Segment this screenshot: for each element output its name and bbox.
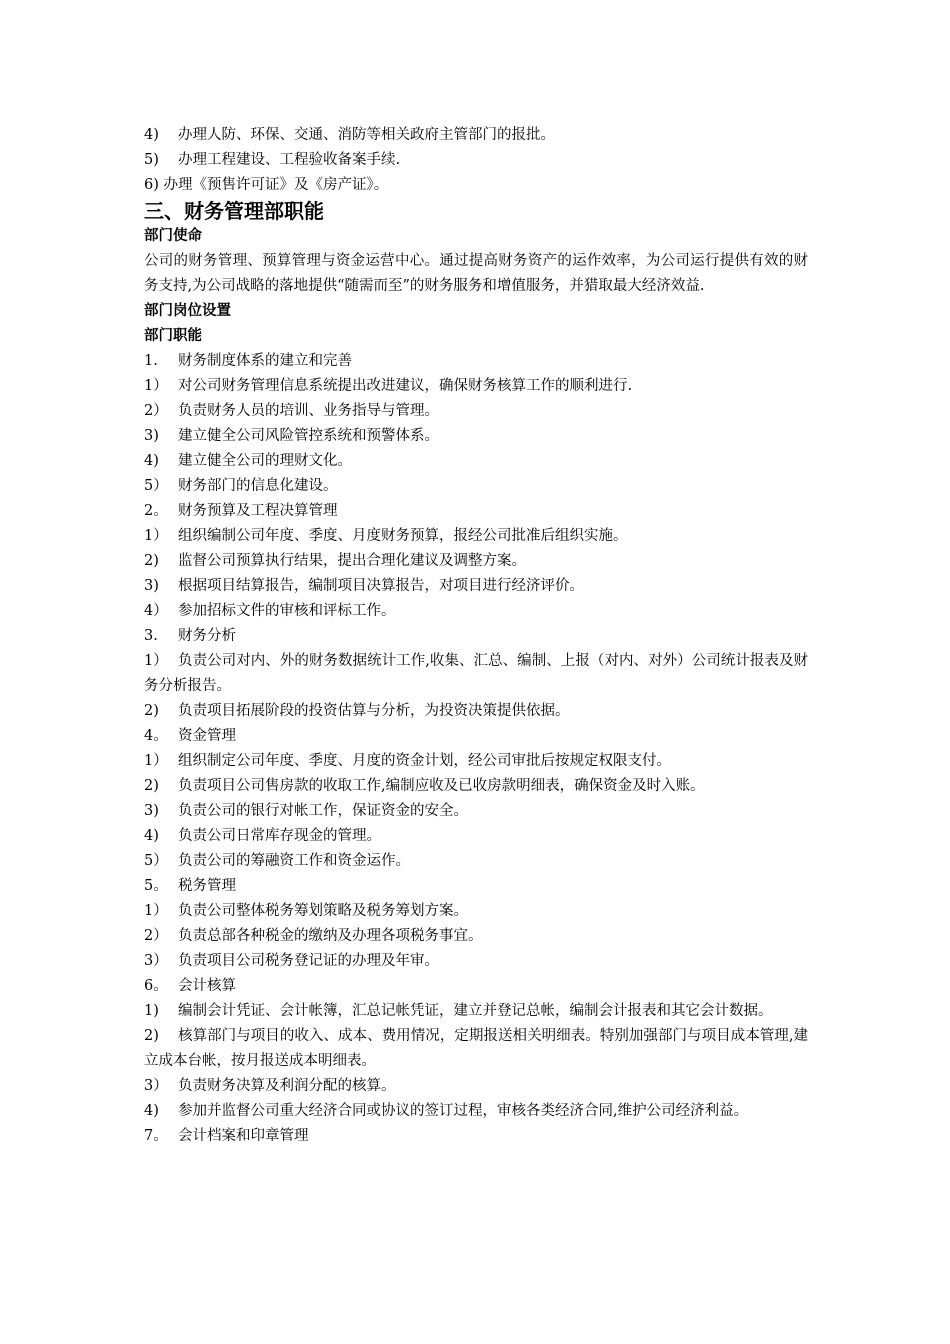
function-item [144,799,808,824]
group-number: 5。 [144,878,168,894]
item-text: 负责财务人员的培训、业务指导与管理。 [178,403,439,419]
group-title: 税务管理 [178,878,236,894]
item-number: 3） [144,953,168,969]
group-title: 资金管理 [178,728,236,744]
function-item [144,1099,808,1124]
item-number: 3) [144,578,159,594]
function-group-heading [144,974,808,999]
functions-heading: 部门职能 [144,328,202,344]
group-number: 6。 [144,978,168,994]
function-group-heading [144,624,808,649]
item-text: 负责项目公司税务登记证的办理及年审。 [178,953,439,969]
function-item [144,949,808,974]
group-title: 会计档案和印章管理 [178,1128,309,1144]
item-text: 负责公司日常库存现金的管理。 [178,828,381,844]
functions-list [144,349,808,1149]
function-item [144,1024,808,1074]
item-number: 2） [144,928,168,944]
item-number: 5） [144,478,168,494]
item-text: 核算部门与项目的收入、成本、费用情况，定期报送相关明细表。特别加强部门与项目成本管理,建立成本台帐，按月报送成本明细表。 [144,1028,808,1069]
item-text: 负责项目拓展阶段的投资估算与分析，为投资决策提供依据。 [178,703,570,719]
item-text: 办理工程建设、工程验收备案手续. [178,152,401,168]
item-text: 负责公司的筹融资工作和资金运作。 [178,853,410,869]
item-number: 2） [144,403,168,419]
item-number: 3) [144,428,159,444]
item-number: 4) [144,828,159,844]
item-text: 负责总部各种税金的缴纳及办理各项税务事宜。 [178,928,483,944]
item-text: 财务部门的信息化建设。 [178,478,338,494]
function-item [144,699,808,724]
list-item [144,123,808,148]
function-item [144,399,808,424]
item-text: 参加招标文件的审核和评标工作。 [178,603,396,619]
function-item [144,999,808,1024]
function-group-heading [144,1124,808,1149]
function-item [144,549,808,574]
item-text: 对公司财务管理信息系统提出改进建议，确保财务核算工作的顺利进行. [178,378,633,394]
function-item [144,424,808,449]
item-number: 3) [144,803,159,819]
item-number: 1） [144,903,168,919]
item-text: 组织编制公司年度、季度、月度财务预算，报经公司批准后组织实施。 [178,528,628,544]
function-item [144,824,808,849]
function-item [144,649,808,699]
item-text: 负责公司对内、外的财务数据统计工作,收集、汇总、编制、上报（对内、对外）公司统计报表及财务分析报告。 [144,653,808,694]
function-item [144,749,808,774]
item-number: 1） [144,653,168,669]
function-group-heading [144,874,808,899]
function-item [144,924,808,949]
item-number: 1） [144,378,168,394]
function-item [144,574,808,599]
positions-heading: 部门岗位设置 [144,303,231,319]
group-title: 会计核算 [178,978,236,994]
function-group-heading [144,724,808,749]
item-number: 4) [144,1103,159,1119]
list-item [144,148,808,173]
item-number: 1) [144,1003,159,1019]
function-item [144,599,808,624]
item-number: 2) [144,778,159,794]
item-text: 根据项目结算报告，编制项目决算报告，对项目进行经济评价。 [178,578,584,594]
function-item [144,449,808,474]
function-item [144,849,808,874]
item-text: 参加并监督公司重大经济合同或协议的签订过程，审核各类经济合同,维护公司经济利益。 [178,1103,749,1119]
item-text: 编制会计凭证、会计帐簿，汇总记帐凭证，建立并登记总帐，编制会计报表和其它会计数据。 [178,1003,773,1019]
item-text: 负责项目公司售房款的收取工作,编制应收及已收房款明细表，确保资金及时入账。 [178,778,705,794]
item-number: 4） [144,603,168,619]
item-text: 监督公司预算执行结果，提出合理化建议及调整方案。 [178,553,526,569]
function-item [144,474,808,499]
item-number: 3） [144,1078,168,1094]
group-number: 1. [144,353,158,369]
function-item [144,899,808,924]
item-text: 负责财务决算及利润分配的核算。 [178,1078,396,1094]
item-number: 2) [144,703,159,719]
group-title: 财务分析 [178,628,236,644]
item-number: 2) [144,1028,159,1044]
function-item [144,374,808,399]
group-title: 财务制度体系的建立和完善 [178,353,352,369]
function-item [144,774,808,799]
mission-paragraph: 公司的财务管理、预算管理与资金运营中心。通过提高财务资产的运作效率，为公司运行提供有效的财务支持,为公司战略的落地提供“随需而至”的财务服务和增值服务，并猎取最大经济效益. [144,253,808,294]
item-number: 1） [144,528,168,544]
group-number: 7。 [144,1128,168,1144]
item-number: 5） [144,853,168,869]
list-item-6: 6) 办理《预售许可证》及《房产证》。 [144,177,389,193]
function-group-heading [144,349,808,374]
mission-heading: 部门使命 [144,228,202,244]
item-text: 办理人防、环保、交通、消防等相关政府主管部门的报批。 [178,127,555,143]
function-item [144,524,808,549]
function-item [144,1074,808,1099]
item-text: 负责公司整体税务筹划策略及税务筹划方案。 [178,903,468,919]
item-text: 负责公司的银行对帐工作，保证资金的安全。 [178,803,468,819]
section-title: 三、财务管理部职能 [144,199,324,223]
item-text: 组织制定公司年度、季度、月度的资金计划，经公司审批后按规定权限支付。 [178,753,671,769]
item-text: 建立健全公司风险管控系统和预警体系。 [178,428,439,444]
function-group-heading [144,499,808,524]
group-number: 4。 [144,728,168,744]
document-body [144,123,808,1149]
group-title: 财务预算及工程决算管理 [178,503,338,519]
group-number: 3. [144,628,158,644]
item-number: 2) [144,553,159,569]
item-number: 4) [144,453,159,469]
item-number: 4) [144,127,159,143]
item-number: 1） [144,753,168,769]
item-number: 5) [144,152,159,168]
group-number: 2。 [144,503,168,519]
item-text: 建立健全公司的理财文化。 [178,453,352,469]
